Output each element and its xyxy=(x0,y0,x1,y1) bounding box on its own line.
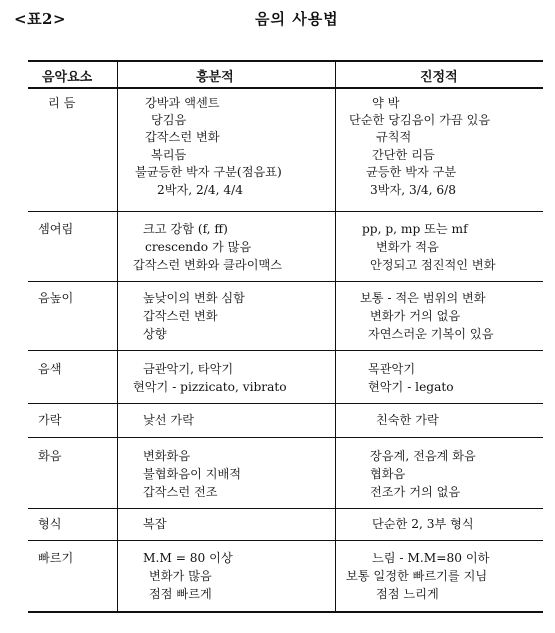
calming-line: 단순한 당김음이 가끔 있음 xyxy=(349,113,491,127)
excitatory-line: 현악기 - pizzicato, vibrato xyxy=(133,380,287,394)
calming-line: 3박자, 3/4, 6/8 xyxy=(370,183,457,197)
excitatory-line: 점점 빠르게 xyxy=(149,587,212,601)
calming-line: 자연스러운 기복이 있음 xyxy=(368,327,494,341)
excitatory-line: 낯선 가락 xyxy=(143,413,194,427)
table-title: 음의 사용법 xyxy=(255,10,339,28)
element-label-form: 형식 xyxy=(38,517,62,531)
element-label-rhythm: 리 듬 xyxy=(48,96,76,110)
excitatory-line: 갑작스런 전조 xyxy=(143,485,218,499)
calming-line: pp, p, mp 또는 mf xyxy=(362,222,468,236)
calming-line: 균등한 박자 구분 xyxy=(366,165,457,179)
rule-bottom xyxy=(28,611,543,613)
excitatory-line: crescendo 가 많음 xyxy=(145,240,252,254)
calming-line: 친숙한 가락 xyxy=(376,413,439,427)
calming-line: 현악기 - legato xyxy=(368,380,454,394)
rule-row xyxy=(28,211,543,212)
calming-line: 약 박 xyxy=(372,96,400,110)
table-label: <표2> xyxy=(14,10,67,28)
excitatory-line: 당김음 xyxy=(151,113,187,127)
excitatory-line: 불균등한 박자 구분(점음표) xyxy=(135,165,282,179)
calming-line: 보통 - 적은 범위의 변화 xyxy=(360,291,486,305)
calming-line: 목관악기 xyxy=(368,362,416,376)
calming-line: 변화가 거의 없음 xyxy=(370,309,461,323)
excitatory-line: 강박과 액센트 xyxy=(145,96,220,110)
rule-header-bottom xyxy=(28,87,543,89)
calming-line: 점점 느리게 xyxy=(376,587,439,601)
column-header-element: 음악요소 xyxy=(42,70,93,85)
calming-line: 안정되고 점진적인 변화 xyxy=(370,258,496,272)
excitatory-line: 변화가 많음 xyxy=(149,569,212,583)
calming-line: 협화음 xyxy=(370,467,406,481)
element-label-harmony: 화음 xyxy=(38,449,62,463)
rule-row xyxy=(28,437,543,438)
excitatory-line: M.M = 80 이상 xyxy=(143,551,233,565)
excitatory-line: 복잡 xyxy=(143,517,167,531)
rule-row xyxy=(28,403,543,404)
excitatory-line: 갑작스런 변화 xyxy=(143,309,218,323)
rule-row xyxy=(28,281,543,282)
calming-line: 장음계, 전음계 화음 xyxy=(370,449,476,463)
excitatory-line: 2박자, 2/4, 4/4 xyxy=(157,183,244,197)
calming-line: 단순한 2, 3부 형식 xyxy=(372,517,474,531)
rule-top xyxy=(28,60,543,62)
excitatory-line: 복리듬 xyxy=(151,148,187,162)
element-label-pitch: 음높이 xyxy=(38,291,74,305)
excitatory-line: 크고 강함 (f, ff) xyxy=(143,222,228,236)
excitatory-line: 높낮이의 변화 심함 xyxy=(143,291,245,305)
excitatory-line: 불협화음이 지배적 xyxy=(143,467,242,481)
calming-line: 간단한 리듬 xyxy=(372,148,435,162)
calming-line: 전조가 거의 없음 xyxy=(370,485,461,499)
rule-row xyxy=(28,508,543,509)
element-label-melody: 가락 xyxy=(38,413,62,427)
column-divider xyxy=(117,60,118,613)
calming-line: 보통 일정한 빠르기를 지님 xyxy=(346,569,488,583)
excitatory-line: 갑작스런 변화 xyxy=(145,130,220,144)
calming-line: 변화가 적음 xyxy=(376,240,439,254)
element-label-tempo: 빠르기 xyxy=(38,551,74,565)
excitatory-line: 상향 xyxy=(143,327,167,341)
excitatory-line: 갑작스런 변화와 클라이맥스 xyxy=(133,258,283,272)
calming-line: 규칙적 xyxy=(376,130,412,144)
excitatory-line: 변화화음 xyxy=(143,449,191,463)
element-label-dynamics: 셈여림 xyxy=(38,222,74,236)
calming-line: 느림 - M.M=80 이하 xyxy=(372,551,490,565)
rule-row xyxy=(28,350,543,351)
column-divider xyxy=(335,60,336,613)
excitatory-line: 금관악기, 타악기 xyxy=(143,362,234,376)
element-label-timbre: 음색 xyxy=(38,362,62,376)
column-header-excitatory: 흥분적 xyxy=(196,70,234,85)
column-header-calming: 진정적 xyxy=(420,70,458,85)
rule-row xyxy=(28,540,543,541)
